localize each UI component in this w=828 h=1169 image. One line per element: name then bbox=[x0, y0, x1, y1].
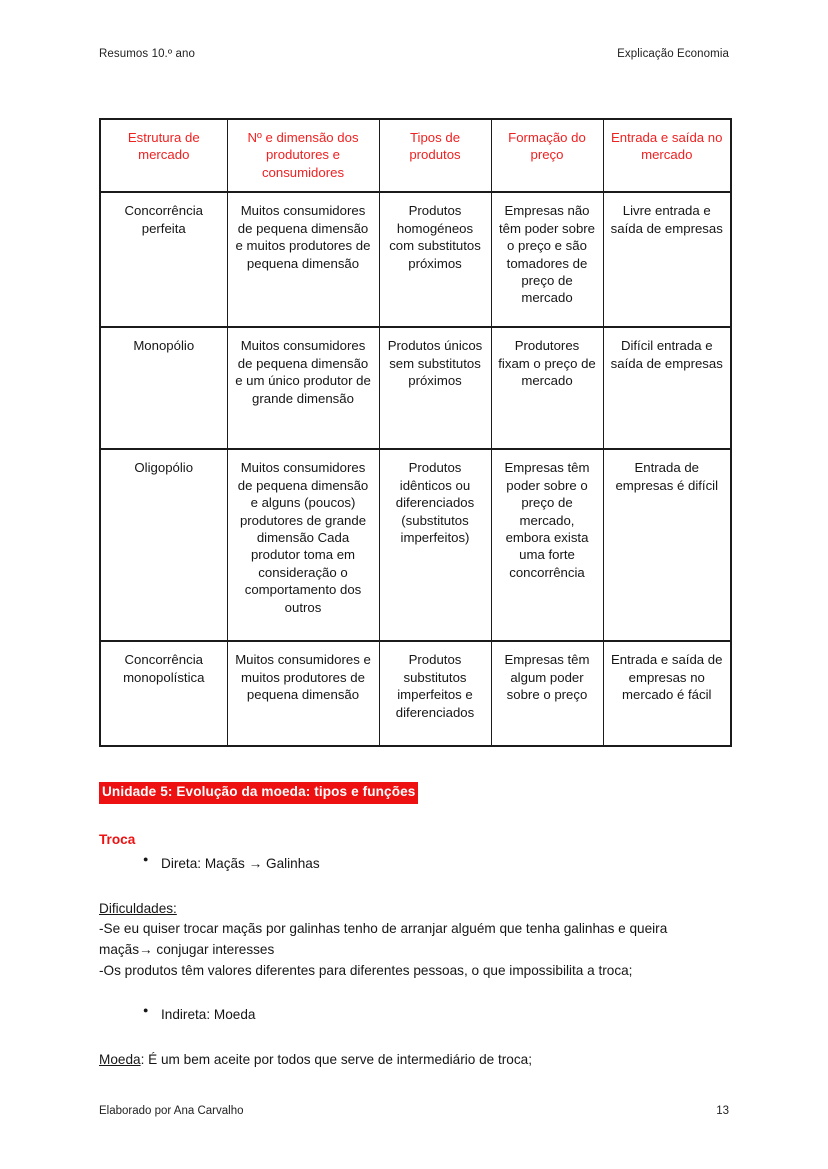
market-structures-table bbox=[99, 118, 732, 747]
running-head bbox=[99, 48, 729, 60]
page-footer bbox=[99, 1105, 729, 1117]
list-item: ● Direta: Maçãs → Galinhas bbox=[161, 854, 739, 874]
dificuldade-1-line-2: maçãs→ conjugar interesses bbox=[99, 942, 275, 958]
cell-tipos-produtos: Produtos únicos sem substitutos próximos bbox=[379, 327, 491, 449]
dificuldades-block bbox=[99, 899, 739, 981]
running-head-right: Explicação Economia bbox=[617, 48, 729, 60]
running-head-left: Resumos 10.º ano bbox=[99, 48, 195, 60]
cell-entrada-saida: Entrada de empresas é difícil bbox=[603, 449, 731, 641]
table-row bbox=[100, 449, 731, 641]
footer-author: Elaborado por Ana Carvalho bbox=[99, 1105, 244, 1117]
cell-tipos-produtos: Produtos idênticos ou diferenciados (substitutos imperfeitos) bbox=[379, 449, 491, 641]
column-header-estrutura-de-mercado: Estrutura de mercado bbox=[100, 119, 227, 192]
cell-estrutura: Monopólio bbox=[100, 327, 227, 449]
dificuldade-2: -Os produtos têm valores diferentes para diferentes pessoas, o que impossibilita a troca; bbox=[99, 963, 633, 979]
cell-estrutura: Concorrência perfeita bbox=[100, 192, 227, 327]
moeda-definition-text: : É um bem aceite por todos que serve de intermediário de troca; bbox=[140, 1051, 532, 1067]
cell-formacao-preco: Produtores fixam o preço de mercado bbox=[491, 327, 603, 449]
troca-indireta-bullet-list bbox=[99, 1005, 739, 1025]
cell-estrutura: Oligopólio bbox=[100, 449, 227, 641]
cell-tipos-produtos: Produtos homogéneos com substitutos próximos bbox=[379, 192, 491, 327]
column-header-tipos-de-produtos: Tipos de produtos bbox=[379, 119, 491, 192]
table-row bbox=[100, 641, 731, 746]
moeda-definition-block bbox=[99, 1050, 739, 1069]
cell-numero-dimensao: Muitos consumidores de pequena dimensão e muitos produtores de pequena dimensão bbox=[227, 192, 379, 327]
cell-estrutura: Concorrência monopolística bbox=[100, 641, 227, 746]
troca-bullet-list bbox=[99, 854, 739, 874]
market-structures-table-wrapper bbox=[99, 118, 730, 747]
troca-subheading: Troca bbox=[99, 831, 136, 847]
table-row bbox=[100, 327, 731, 449]
cell-entrada-saida: Difícil entrada e saída de empresas bbox=[603, 327, 731, 449]
list-item: ● Indireta: Moeda bbox=[161, 1005, 739, 1025]
body-content bbox=[99, 782, 739, 1069]
cell-formacao-preco: Empresas têm algum poder sobre o preço bbox=[491, 641, 603, 746]
cell-formacao-preco: Empresas não têm poder sobre o preço e são tomadores de preço de mercado bbox=[491, 192, 603, 327]
unit-heading-line bbox=[99, 782, 739, 804]
cell-formacao-preco: Empresas têm poder sobre o preço de mercado, embora exista uma forte concorrência bbox=[491, 449, 603, 641]
moeda-label: Moeda bbox=[99, 1051, 141, 1067]
dificuldade-1-line-1: -Se eu quiser trocar maçãs por galinhas tenho de arranjar alguém que tenha galinhas e queira bbox=[99, 920, 668, 936]
column-header-numero-e-dimensao: Nº e dimensão dos produtores e consumidores bbox=[227, 119, 379, 192]
column-header-entrada-e-saida: Entrada e saída no mercado bbox=[603, 119, 731, 192]
cell-numero-dimensao: Muitos consumidores de pequena dimensão e alguns (poucos) produtores de grande dimensão Cada produtor toma em consideração o comportamento dos outros bbox=[227, 449, 379, 641]
cell-numero-dimensao: Muitos consumidores e muitos produtores de pequena dimensão bbox=[227, 641, 379, 746]
dificuldades-label: Dificuldades: bbox=[99, 900, 177, 916]
cell-entrada-saida: Livre entrada e saída de empresas bbox=[603, 192, 731, 327]
cell-numero-dimensao: Muitos consumidores de pequena dimensão e um único produtor de grande dimensão bbox=[227, 327, 379, 449]
column-header-formacao-do-preco: Formação do preço bbox=[491, 119, 603, 192]
unit-5-heading: Unidade 5: Evolução da moeda: tipos e funções bbox=[99, 782, 418, 804]
table-row bbox=[100, 192, 731, 327]
footer-page-number: 13 bbox=[716, 1105, 729, 1117]
cell-tipos-produtos: Produtos substitutos imperfeitos e diferenciados bbox=[379, 641, 491, 746]
cell-entrada-saida: Entrada e saída de empresas no mercado é fácil bbox=[603, 641, 731, 746]
table-header-row bbox=[100, 119, 731, 192]
